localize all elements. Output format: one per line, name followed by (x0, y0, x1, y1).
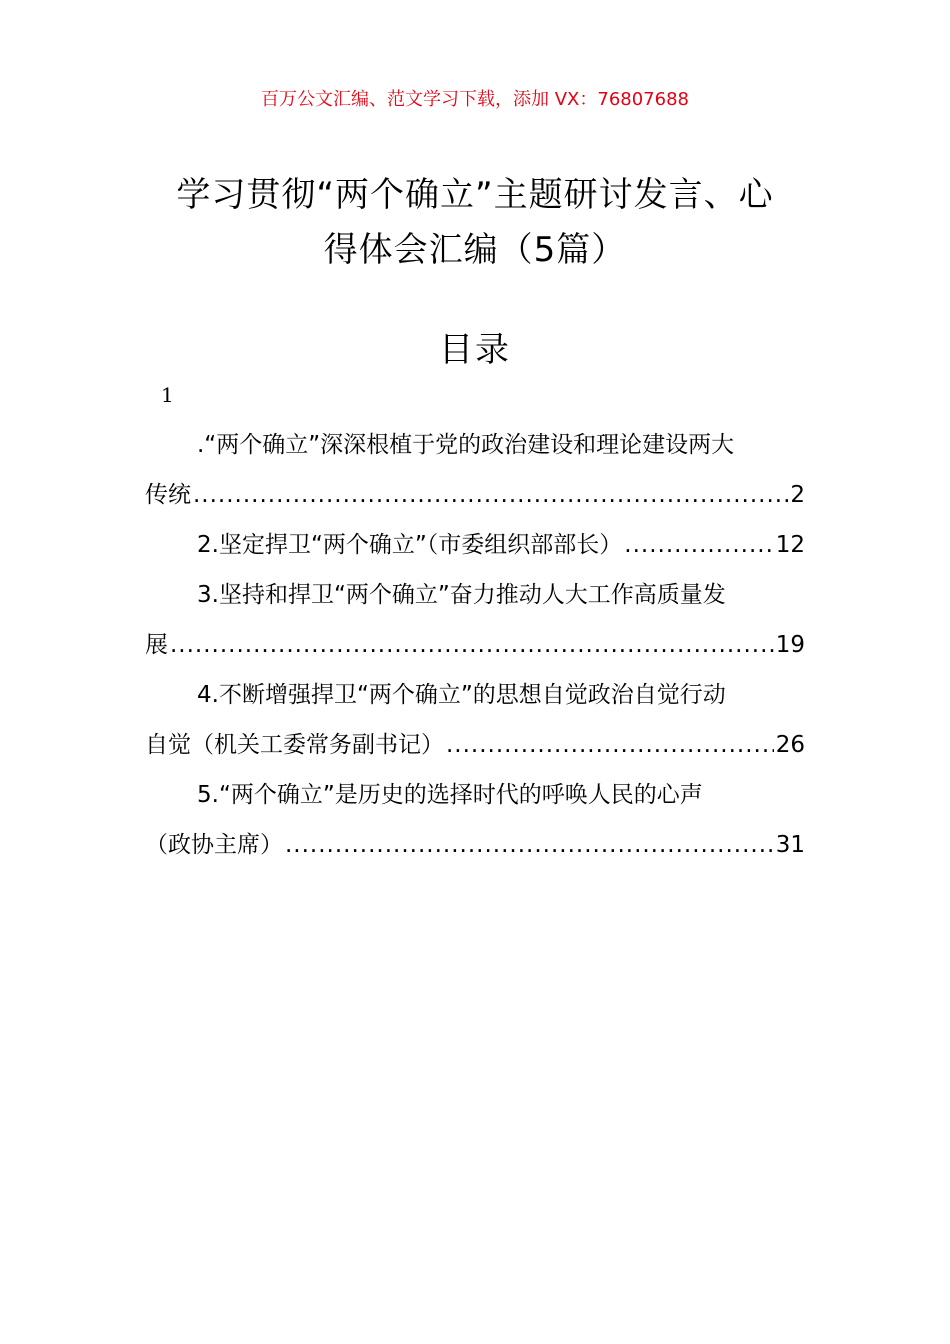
toc-entry-title: .“两个确立”深深根植于党的政治建设和理论建设两大 (197, 432, 735, 458)
toc-entry-title: 3.坚持和捍卫“两个确立”奋力推动人大工作高质量发 (197, 582, 726, 608)
toc-page-number: 26 (775, 732, 805, 758)
dot-leader (193, 470, 788, 520)
toc-entry-title: 2.坚定捍卫“两个确立”（市委组织部部长） (197, 532, 623, 558)
toc-entry-3[interactable] (145, 570, 805, 670)
toc-entry-title-continued: 展 (145, 632, 168, 658)
toc-entry-1[interactable] (145, 420, 805, 520)
dot-leader (446, 720, 774, 770)
toc-entry-5[interactable] (145, 770, 805, 870)
dot-leader (285, 820, 774, 870)
page-index-number: 1 (161, 383, 174, 407)
toc-entry-title: 4.不断增强捍卫“两个确立”的思想自觉政治自觉行动 (197, 682, 726, 708)
toc-entry-title-continued: （政协主席） (145, 832, 283, 858)
toc-entry-title-continued: 自觉（机关工委常务副书记） (145, 732, 444, 758)
dot-leader (170, 620, 774, 670)
toc-entry-4[interactable] (145, 670, 805, 770)
toc-page-number: 2 (790, 482, 805, 508)
toc-page-number: 31 (775, 832, 805, 858)
promo-header-note: 百万公文汇编、范文学习下载，添加 VX：76807688 (261, 89, 689, 110)
dot-leader (624, 520, 773, 570)
document-title (150, 168, 800, 278)
toc-entry-2[interactable] (145, 520, 805, 570)
table-of-contents (145, 420, 805, 870)
toc-entry-title: 5.“两个确立”是历史的选择时代的呼唤人民的心声 (197, 782, 703, 808)
toc-heading: 目录 (439, 330, 511, 370)
document-title-line-2: 得体会汇编（5篇） (323, 230, 627, 270)
document-title-line-1: 学习贯彻“两个确立”主题研讨发言、心 (176, 175, 774, 215)
toc-page-number: 19 (775, 632, 805, 658)
toc-page-number: 12 (775, 532, 805, 558)
toc-entry-title-continued: 传统 (145, 482, 191, 508)
